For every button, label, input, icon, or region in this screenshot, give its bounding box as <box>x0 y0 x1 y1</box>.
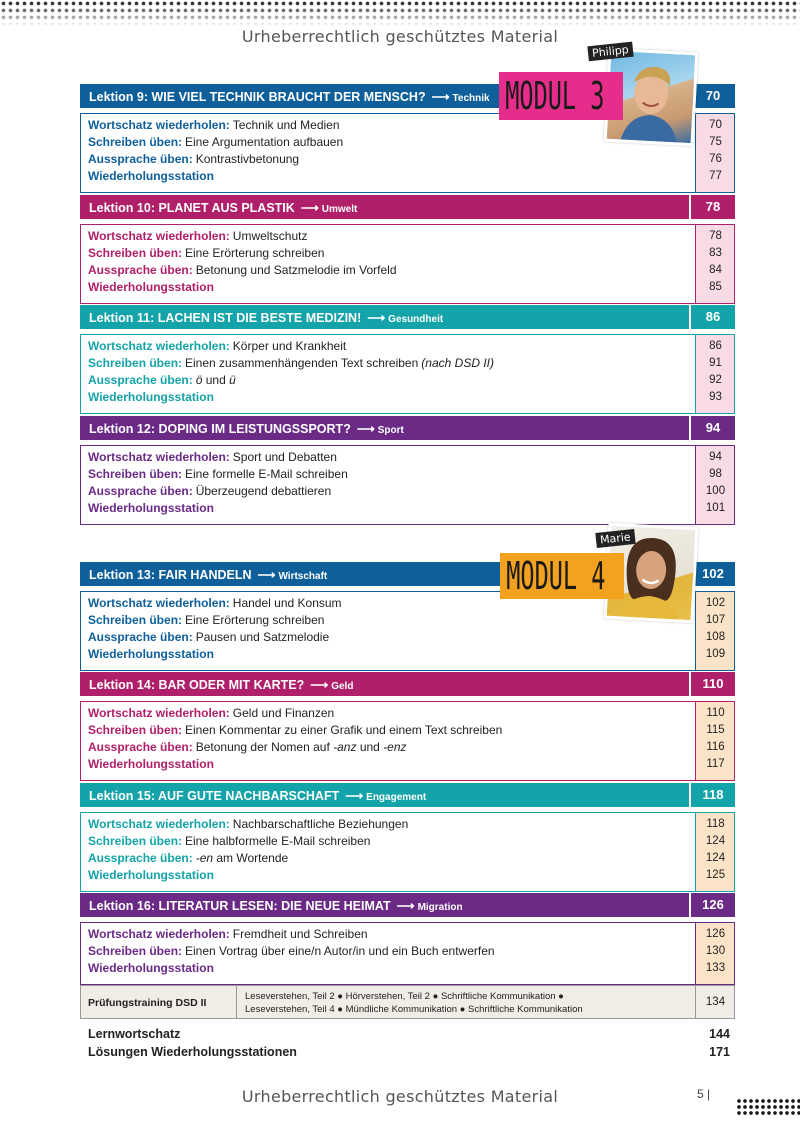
lesson-10-header[interactable] <box>80 195 735 219</box>
lesson-title <box>89 310 443 325</box>
lesson-title-text: Lektion 14: BAR ODER MIT KARTE? <box>89 678 305 692</box>
arrow-right-icon: ⟶ <box>257 568 276 582</box>
entry-page: 108 <box>705 631 726 643</box>
lesson-16-contents <box>80 922 735 985</box>
list-item[interactable] <box>88 263 397 280</box>
footer-entry-loesungen[interactable] <box>88 1045 730 1059</box>
entry-label: Wiederholungsstation <box>88 280 214 294</box>
lesson-title <box>89 200 357 215</box>
entry-page: 115 <box>706 724 725 736</box>
entry-page: 118 <box>706 818 725 830</box>
watermark-bottom: Urheberrechtlich geschütztes Material <box>241 1087 559 1106</box>
exam-training-box <box>80 985 735 1019</box>
entry-page: 76 <box>709 153 722 165</box>
arrow-right-icon: ⟶ <box>310 678 329 692</box>
list-item[interactable] <box>88 118 340 135</box>
entry-label: Wortschatz wiederholen: <box>88 596 230 610</box>
entry-text: Sport und Debatten <box>232 450 337 464</box>
entry-label: Wortschatz wiederholen: <box>88 706 230 720</box>
entry-text-part: und <box>356 740 384 754</box>
entry-text: Geld und Finanzen <box>232 706 335 720</box>
entry-text: Eine formelle E-Mail schreiben <box>185 467 348 481</box>
lesson-topic: Umwelt <box>321 204 358 215</box>
lesson-10-contents <box>80 224 735 304</box>
entry-text-part: ü <box>229 373 236 387</box>
page-number: 5 | <box>697 1087 711 1101</box>
entry-page: 130 <box>705 945 726 957</box>
arrow-right-icon: ⟶ <box>300 201 319 215</box>
entry-label: Wortschatz wiederholen: <box>88 229 230 243</box>
entry-label: Schreiben üben: <box>88 613 183 627</box>
dotted-pattern-top <box>0 0 800 26</box>
lesson-page: 86 <box>689 305 735 329</box>
lesson-15-contents <box>80 812 735 892</box>
lesson-topic: Wirtschaft <box>278 571 328 582</box>
list-item[interactable] <box>88 339 346 356</box>
modul-3-badge: MODUL 3 <box>499 72 623 120</box>
entry-note: (nach DSD II) <box>421 356 494 370</box>
entry-label: Schreiben üben: <box>88 834 183 848</box>
lesson-14-header[interactable] <box>80 672 735 696</box>
entry-label: Schreiben üben: <box>88 135 183 149</box>
list-item[interactable] <box>88 246 324 263</box>
lesson-title-text: Lektion 12: DOPING IM LEISTUNGSSPORT? <box>89 422 351 436</box>
entry-page: 86 <box>709 340 722 352</box>
list-item[interactable] <box>88 647 214 664</box>
list-item[interactable] <box>88 229 307 246</box>
lesson-title-text: Lektion 9: WIE VIEL TECHNIK BRAUCHT DER MENSCH? <box>89 90 426 104</box>
modul-4-badge: MODUL 4 <box>500 553 624 599</box>
entry-text-part: -enz <box>383 740 407 754</box>
lesson-title <box>89 677 353 692</box>
entry-page: 126 <box>705 928 726 940</box>
entry-page: 102 <box>705 597 726 609</box>
entry-text: Überzeugend debattieren <box>195 484 332 498</box>
list-item[interactable] <box>88 757 214 774</box>
footer-entry-page: 144 <box>709 1027 730 1041</box>
entry-text-part: ö <box>195 373 203 387</box>
entry-page: 78 <box>709 230 722 242</box>
entry-text-part: -en <box>195 851 214 865</box>
list-item[interactable] <box>88 961 214 978</box>
footer-entry-lernwortschatz[interactable] <box>88 1027 730 1041</box>
entry-text: Fremdheit und Schreiben <box>232 927 368 941</box>
list-item[interactable] <box>88 152 299 169</box>
entry-label: Wiederholungsstation <box>88 647 214 661</box>
entry-page: 70 <box>709 119 722 131</box>
entry-label: Wortschatz wiederholen: <box>88 817 230 831</box>
entry-label: Wiederholungsstation <box>88 868 214 882</box>
entry-text-part: Betonung der Nomen auf <box>195 740 334 754</box>
lesson-12-contents <box>80 445 735 525</box>
entry-label: Aussprache üben: <box>88 484 193 498</box>
entry-page: 91 <box>709 357 722 369</box>
entry-label: Schreiben üben: <box>88 723 183 737</box>
entry-page: 116 <box>706 741 725 753</box>
arrow-right-icon: ⟶ <box>367 311 386 325</box>
entry-label: Wiederholungsstation <box>88 390 214 404</box>
entry-label: Schreiben üben: <box>88 944 183 958</box>
lesson-title-text: Lektion 10: PLANET AUS PLASTIK <box>89 201 295 215</box>
lesson-title <box>89 89 490 104</box>
entry-text: Umweltschutz <box>232 229 308 243</box>
entry-label: Schreiben üben: <box>88 356 183 370</box>
entry-label: Wiederholungsstation <box>88 501 214 515</box>
entry-label: Schreiben üben: <box>88 467 183 481</box>
lesson-title <box>89 788 426 803</box>
list-item[interactable] <box>88 630 329 647</box>
entry-text: Technik und Medien <box>232 118 340 132</box>
entry-label: Schreiben üben: <box>88 246 183 260</box>
entry-page: 83 <box>709 247 722 259</box>
entry-page: 98 <box>709 468 722 480</box>
list-item[interactable] <box>88 723 502 740</box>
list-item[interactable] <box>88 740 407 757</box>
list-item[interactable] <box>88 706 334 723</box>
list-item[interactable] <box>88 373 236 390</box>
entry-label: Wortschatz wiederholen: <box>88 118 230 132</box>
lesson-11-header[interactable] <box>80 305 735 329</box>
list-item[interactable] <box>88 927 368 944</box>
arrow-right-icon: ⟶ <box>345 789 364 803</box>
list-item[interactable] <box>88 450 337 467</box>
entry-text: Eine halbformelle E-Mail schreiben <box>185 834 371 848</box>
lesson-title-text: Lektion 11: LACHEN IST DIE BESTE MEDIZIN! <box>89 311 362 325</box>
entry-page: 133 <box>705 962 726 974</box>
entry-label: Wortschatz wiederholen: <box>88 450 230 464</box>
entry-page: 101 <box>705 502 726 514</box>
list-item[interactable] <box>88 868 214 885</box>
list-item[interactable] <box>88 356 494 373</box>
dotted-pattern-bottom <box>736 1098 800 1116</box>
lesson-topic: Engagement <box>366 792 427 803</box>
list-item[interactable] <box>88 280 214 297</box>
arrow-right-icon: ⟶ <box>356 422 375 436</box>
lesson-title <box>89 898 463 913</box>
list-item[interactable] <box>88 467 348 484</box>
entry-page: 93 <box>709 391 722 403</box>
entry-text: Einen zusammenhängenden Text schreiben <box>185 356 419 370</box>
entry-text-part: und <box>202 373 230 387</box>
lesson-title <box>89 567 327 582</box>
entry-label: Aussprache üben: <box>88 263 193 277</box>
watermark-top: Urheberrechtlich geschütztes Material <box>241 27 559 46</box>
lesson-topic: Migration <box>417 902 463 913</box>
lesson-title-text: Lektion 16: LITERATUR LESEN: DIE NEUE HEIMAT <box>89 899 391 913</box>
exam-training-page[interactable]: 134 <box>705 996 726 1008</box>
entry-text: Handel und Konsum <box>232 596 342 610</box>
list-item[interactable] <box>88 596 342 613</box>
entry-page: 124 <box>705 835 726 847</box>
entry-text: Einen Vortrag über eine/n Autor/in und ein Buch entwerfen <box>185 944 495 958</box>
entry-label: Aussprache üben: <box>88 373 193 387</box>
list-item[interactable] <box>88 501 214 518</box>
list-item[interactable] <box>88 944 495 961</box>
divider <box>236 986 237 1018</box>
entry-text: Betonung und Satzmelodie im Vorfeld <box>195 263 397 277</box>
entry-page: 117 <box>706 758 725 770</box>
lesson-page: 102 <box>689 562 735 586</box>
lesson-page: 118 <box>689 783 735 807</box>
footer-entry-page: 171 <box>709 1045 730 1059</box>
list-item[interactable] <box>88 613 324 630</box>
lesson-title-text: Lektion 13: FAIR HANDELN <box>89 568 252 582</box>
list-item[interactable] <box>88 390 214 407</box>
entry-label: Aussprache üben: <box>88 851 193 865</box>
entry-page: 85 <box>709 281 722 293</box>
footer-entry-label: Lösungen Wiederholungsstationen <box>88 1045 297 1059</box>
entry-label: Aussprache üben: <box>88 630 193 644</box>
lesson-page: 78 <box>689 195 735 219</box>
entry-page: 109 <box>705 648 726 660</box>
lesson-page: 126 <box>689 893 735 917</box>
entry-text-part: -anz <box>333 740 357 754</box>
list-item[interactable] <box>88 851 288 868</box>
entry-label: Wiederholungsstation <box>88 169 214 183</box>
entry-page: 94 <box>709 451 722 463</box>
entry-page: 92 <box>709 374 722 386</box>
lesson-16-header[interactable] <box>80 893 735 917</box>
list-item[interactable] <box>88 817 408 834</box>
list-item[interactable] <box>88 484 331 501</box>
lesson-page: 110 <box>689 672 735 696</box>
list-item[interactable] <box>88 169 214 186</box>
footer-entry-label: Lernwortschatz <box>88 1027 181 1041</box>
lesson-14-contents <box>80 701 735 781</box>
entry-label: Aussprache üben: <box>88 740 193 754</box>
entry-label: Wiederholungsstation <box>88 757 214 771</box>
lesson-title-text: Lektion 15: AUF GUTE NACHBARSCHAFT <box>89 789 340 803</box>
entry-text: Körper und Krankheit <box>232 339 347 353</box>
entry-page: 107 <box>705 614 726 626</box>
entry-text: Eine Erörterung schreiben <box>185 613 325 627</box>
entry-page: 100 <box>705 485 726 497</box>
entry-text: Einen Kommentar zu einer Grafik und einem Text schreiben <box>185 723 503 737</box>
entry-page: 75 <box>709 136 722 148</box>
lesson-topic: Technik <box>452 93 490 104</box>
exam-training-label: Prüfungstraining DSD II <box>88 997 207 1009</box>
entry-label: Wiederholungsstation <box>88 961 214 975</box>
entry-page: 110 <box>706 707 725 719</box>
entry-page: 84 <box>709 264 722 276</box>
exam-line-2: Leseverstehen, Teil 4 ● Mündliche Kommunikation ● Schriftliche Kommunikation <box>245 1004 583 1015</box>
list-item[interactable] <box>88 135 343 152</box>
entry-page: 125 <box>705 869 726 881</box>
entry-text: Nachbarschaftliche Beziehungen <box>232 817 409 831</box>
philipp-name-tag: Philipp <box>587 42 633 62</box>
lesson-15-header[interactable] <box>80 783 735 807</box>
entry-label: Wortschatz wiederholen: <box>88 927 230 941</box>
marie-name-tag: Marie <box>595 529 635 548</box>
exam-line-1: Leseverstehen, Teil 2 ● Hörverstehen, Teil 2 ● Schriftliche Kommunikation ● <box>245 991 564 1002</box>
lesson-page: 70 <box>689 84 735 108</box>
divider <box>695 986 696 1018</box>
arrow-right-icon: ⟶ <box>431 90 450 104</box>
lesson-11-contents <box>80 334 735 414</box>
lesson-topic: Geld <box>331 681 354 692</box>
entry-page: 124 <box>705 852 726 864</box>
lesson-topic: Gesundheit <box>388 314 444 325</box>
entry-text: Pausen und Satzmelodie <box>195 630 330 644</box>
entry-label: Wortschatz wiederholen: <box>88 339 230 353</box>
list-item[interactable] <box>88 834 370 851</box>
entry-page: 77 <box>709 170 722 182</box>
entry-text: Eine Argumentation aufbauen <box>185 135 344 149</box>
lesson-12-header[interactable] <box>80 416 735 440</box>
lesson-topic: Sport <box>377 425 404 436</box>
arrow-right-icon: ⟶ <box>396 899 415 913</box>
lesson-title <box>89 421 404 436</box>
entry-text: Eine Erörterung schreiben <box>185 246 325 260</box>
entry-label: Aussprache üben: <box>88 152 193 166</box>
entry-text: Kontrastivbetonung <box>195 152 300 166</box>
entry-text-part: am Wortende <box>213 851 289 865</box>
lesson-page: 94 <box>689 416 735 440</box>
